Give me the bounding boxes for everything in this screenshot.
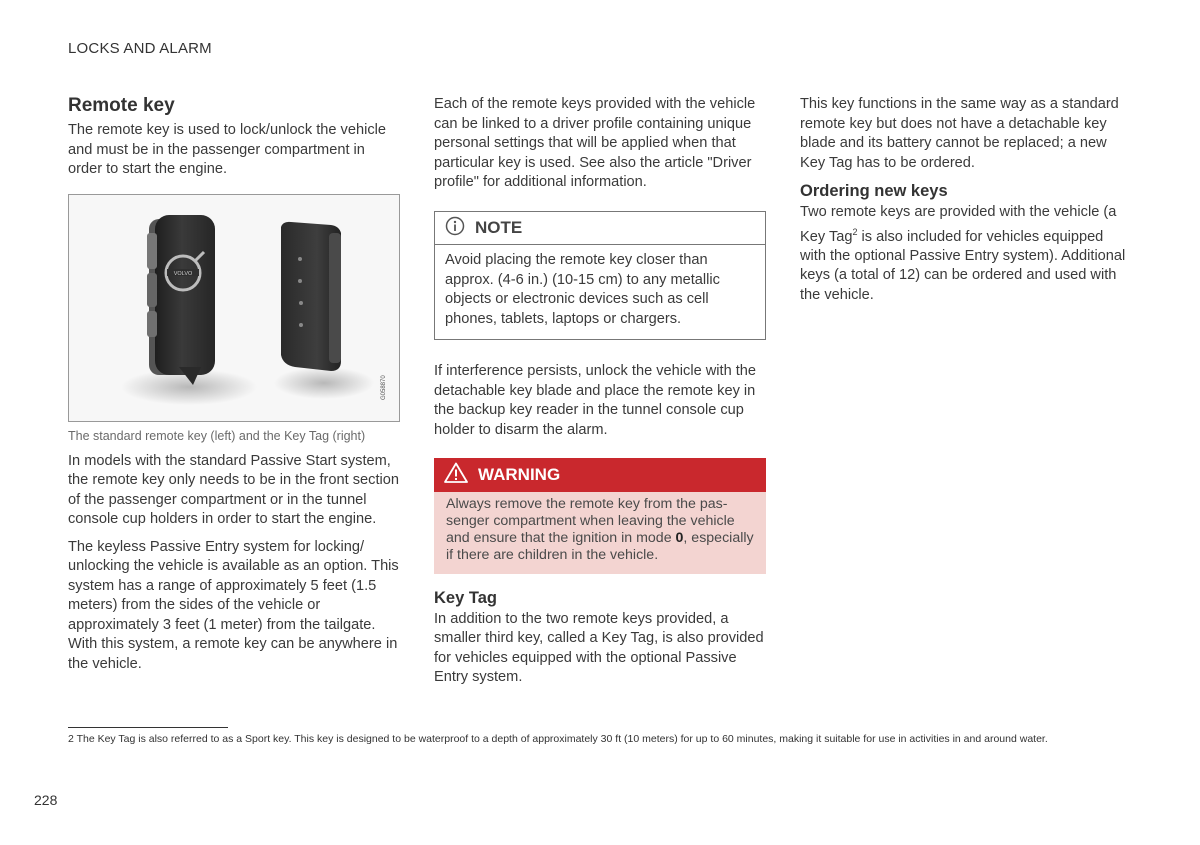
- note-text: Avoid placing the remote key closer than approx. (4-6 in.) (10-15 cm) to any metallic objects or electronic devices such as cell phones, tablets, laptops or chargers.: [445, 252, 720, 327]
- section-title-key-tag: Key Tag: [434, 588, 497, 607]
- warning-header: [434, 458, 766, 492]
- warning-label: WARNING: [478, 465, 561, 484]
- paragraph-interference: If interference persists, unlock the vehicle with the detachable key blade and place the remote key in the backup key reader in the tunnel console cup holder to disarm the alarm.: [434, 363, 757, 438]
- note-box: [434, 211, 766, 341]
- warning-triangle-icon: [444, 462, 468, 488]
- running-header: LOCKS AND ALARM: [68, 40, 212, 57]
- warning-box: [434, 458, 766, 574]
- column-3: [800, 95, 1132, 313]
- footnote-text: 2 The Key Tag is also referred to as a Sport key. This key is designed to be waterproof to a depth of approximately 30 ft (10 meters) for up to 60 minutes, making it suitable for use in activities in and around water.: [68, 733, 1048, 745]
- key-tag: [281, 221, 341, 370]
- warning-text: [434, 492, 766, 574]
- warning-text-part-1: Always remove the remote key from the passenger compartment when leaving the vehicle and ensure that the ignition in mode: [446, 495, 735, 546]
- remote-key-figure: [68, 194, 400, 422]
- warning-text-part-2: , especially if there are children in the vehicle.: [446, 529, 754, 563]
- paragraph-passive-start: In models with the standard Passive Start system, the remote key only needs to be in the front section of the passenger compartment or in the tunnel console cup holders in order to start the engine.: [68, 452, 399, 527]
- figure-code: G058870: [381, 374, 387, 400]
- page-number: 228: [34, 792, 58, 808]
- section-title-ordering: Ordering new keys: [800, 182, 948, 200]
- paragraph-key-functions: This key functions in the same way as a standard remote key but does not have a detachable key blade and its battery cannot be replaced; a new Key Tag has to be ordered.: [800, 96, 1119, 171]
- note-label: NOTE: [475, 218, 523, 237]
- figure-caption: The standard remote key (left) and the Key Tag (right): [68, 428, 366, 443]
- column-2: [434, 95, 766, 696]
- column-1: [68, 95, 400, 682]
- remote-key-illustration: [69, 195, 399, 421]
- info-circle-icon: [445, 216, 465, 241]
- paragraph-ordering: [800, 203, 1132, 305]
- footnote-reference[interactable]: 2: [852, 226, 858, 237]
- section-title-remote-key: Remote key: [68, 95, 175, 116]
- paragraph-driver-profile: Each of the remote keys provided with the vehicle can be linked to a driver profile containing unique personal settings that will be applied when that particular key is used. See also the article "Driver profile" for additional information.: [434, 96, 756, 190]
- remote-key-intro: The remote key is used to lock/unlock the vehicle and must be in the passenger compartment in order to start the engine.: [68, 122, 386, 177]
- footnote-rule: [68, 727, 228, 728]
- ordering-text-part-2: is also included for vehicles equipped with the optional Passive Entry system). Additional keys (a total of 12) can be ordered and used with the vehicle.: [800, 228, 1126, 303]
- volvo-logo-text: VOLVO: [173, 270, 193, 277]
- note-header: [435, 212, 765, 246]
- paragraph-passive-entry: The keyless Passive Entry system for locking/ unlocking the vehicle is available as an option. This system has a range of approximately 5 feet (1.5 meters) from the sides of the vehicle or approximately 3 feet (1 meter) from the tailgate. With this system, a remote key can be anywhere in the vehicle.: [68, 538, 399, 672]
- paragraph-key-tag: In addition to the two remote keys provided, a smaller third key, called a Key Tag, is also provided for vehicles equipped with the optional Passive Entry system.: [434, 610, 764, 685]
- standard-remote-key: [147, 215, 215, 385]
- ordering-text-part-1: Two remote keys are provided with the vehicle (a Key Tag: [800, 204, 1117, 245]
- ignition-mode-value: 0: [675, 529, 684, 546]
